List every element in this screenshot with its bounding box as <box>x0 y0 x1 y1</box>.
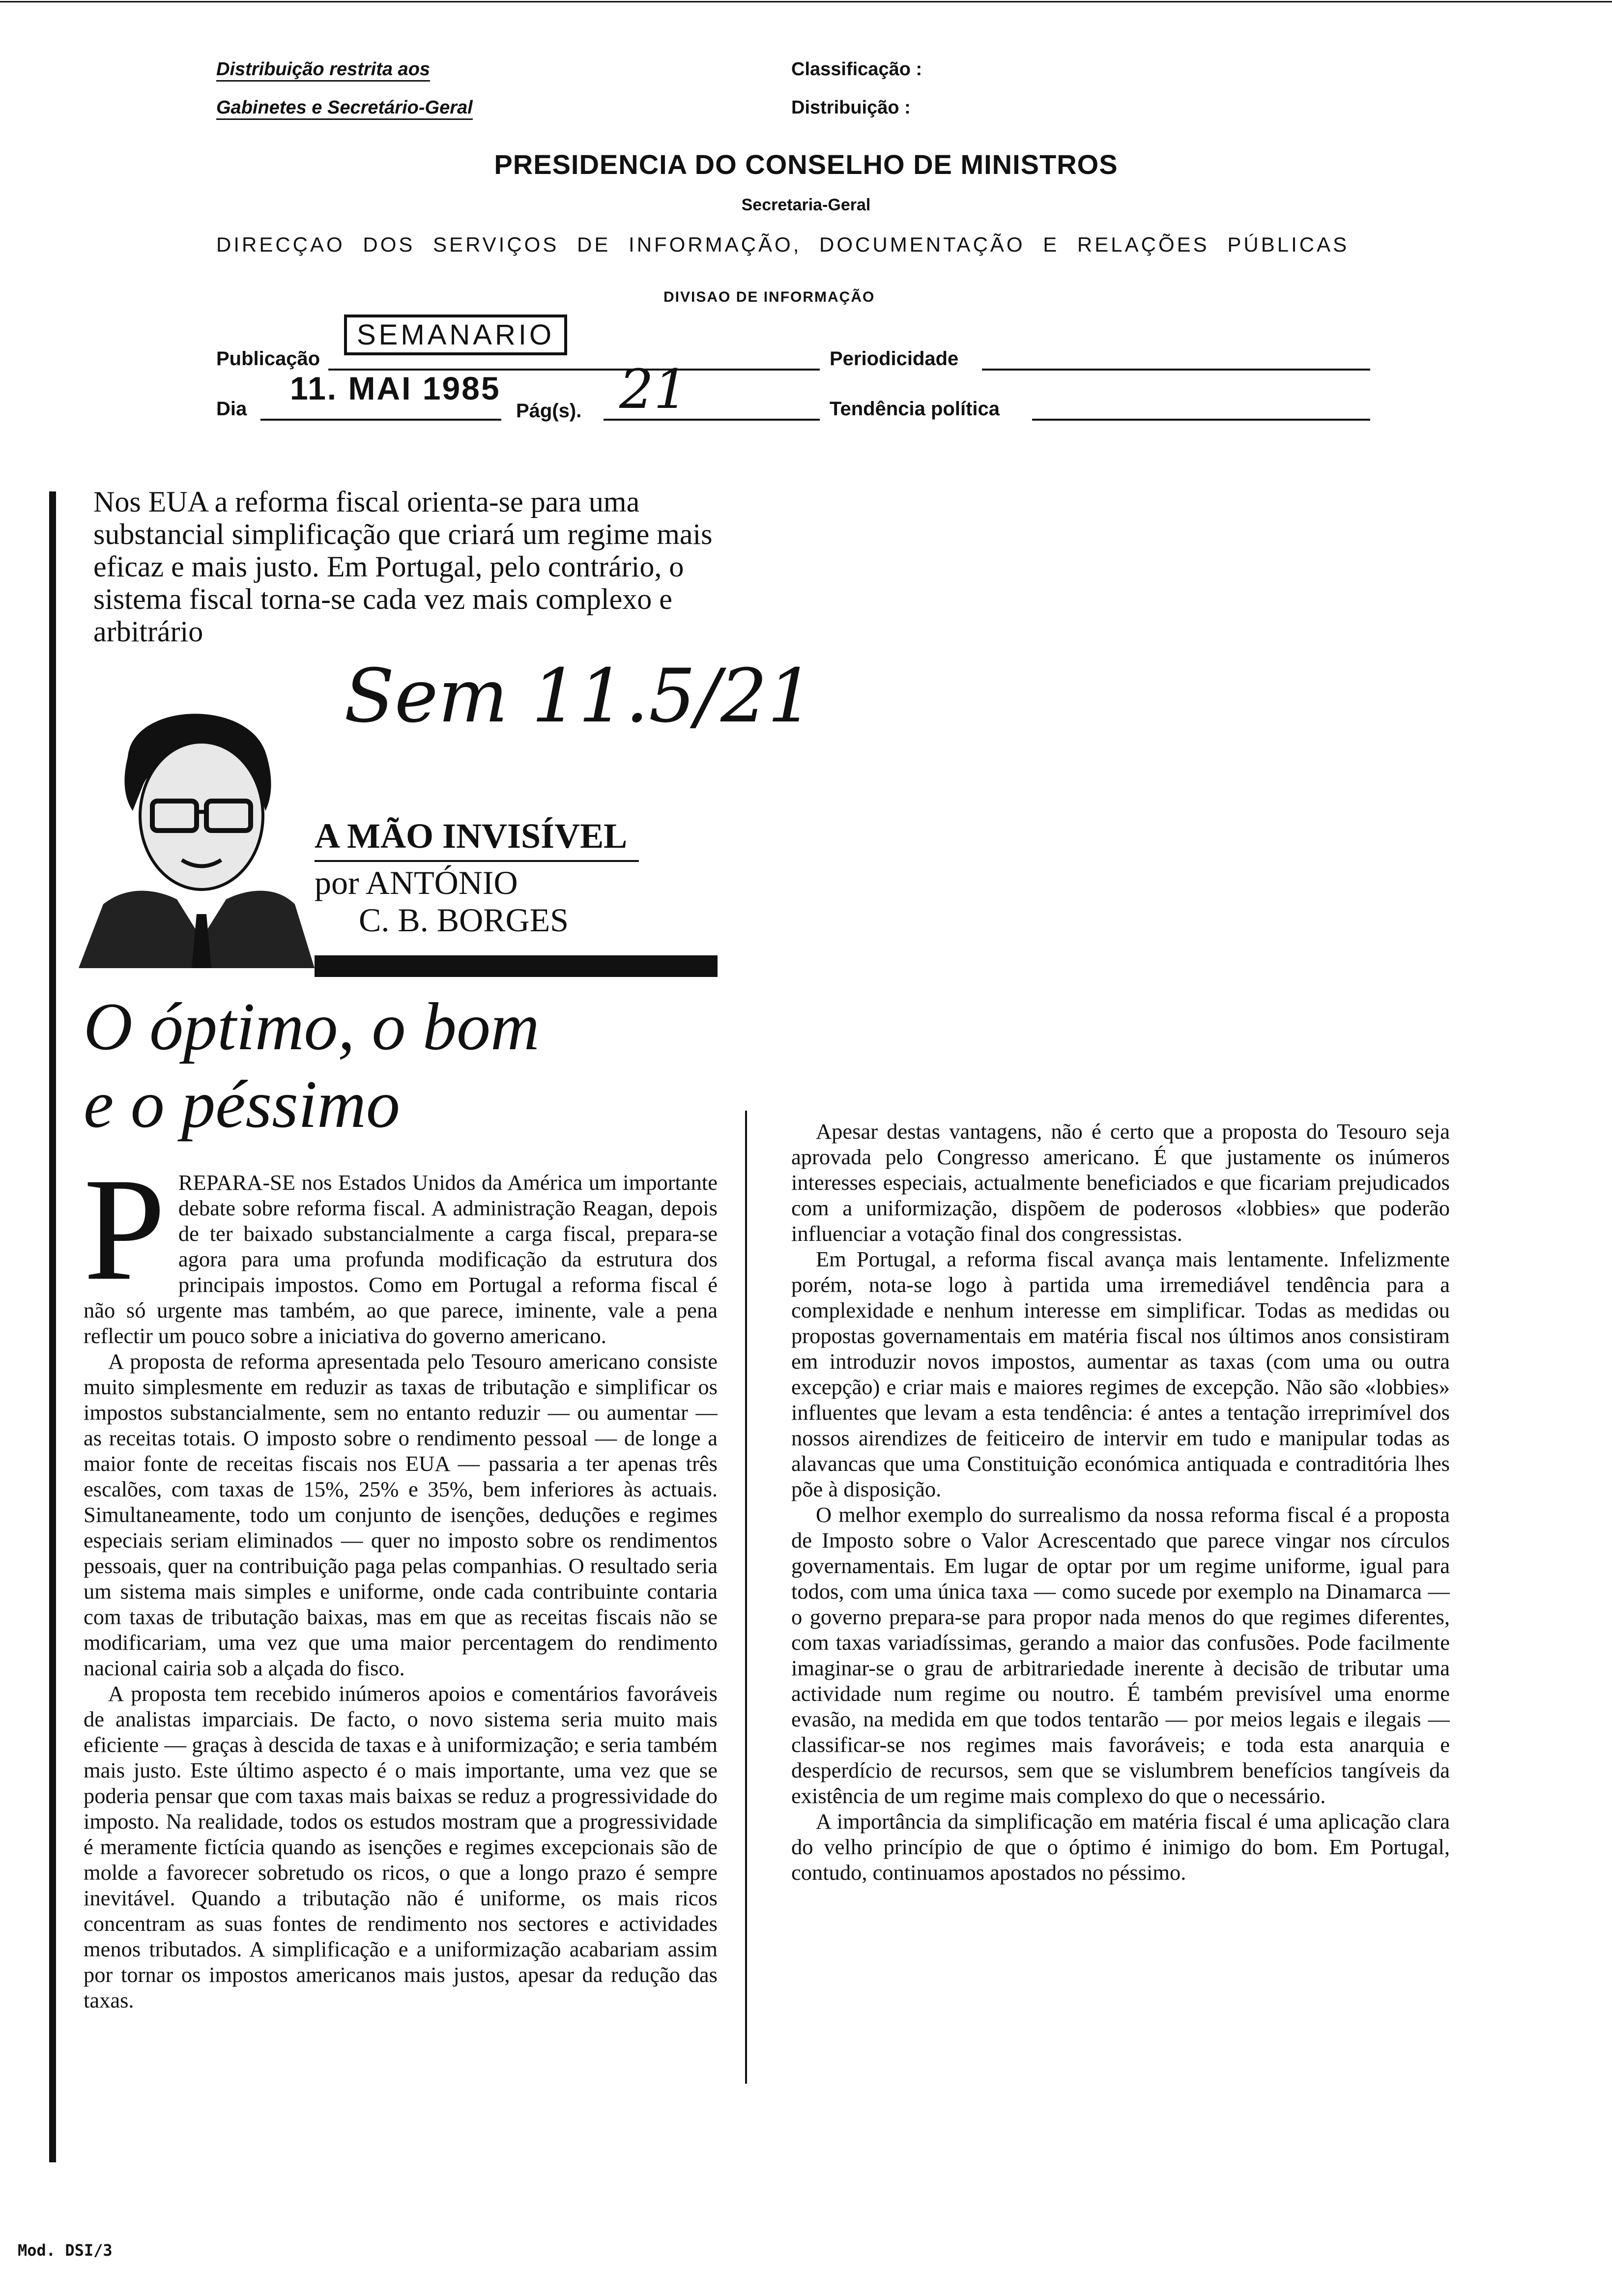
handwritten-note: Sem 11.5/21 <box>344 654 814 739</box>
article-column-2 <box>791 1119 1450 2082</box>
day-value: 11. MAI 1985 <box>290 370 501 406</box>
restricted-line-2: Gabinetes e Secretário-Geral <box>216 97 473 120</box>
byline-bar <box>315 955 718 977</box>
publication-stamp: SEMANARIO <box>344 315 567 355</box>
paragraph: A importância da simplificação em matéria fiscal é uma aplicação clara do velho princípio de que o óptimo é inimigo do bom. Em Portugal, contudo, continuamos apostados no péssimo. <box>791 1809 1450 1885</box>
tendency-line <box>1032 419 1370 421</box>
author-portrait <box>59 683 315 968</box>
paragraph: Em Portugal, a reforma fiscal avança mais lentamente. Infelizmente porém, nota-se logo à partida uma irremediável tendência para a complexidade e nenhum interesse em simplificar. Todas as medidas ou propostas governamentais em matéria fiscal nos últimos anos consistiram em introduzir novos impostos, aumentar as taxas (com uma ou outra excepção) e criar mais e maiores regimes de excepção. Não são «lobbies» influentes que levam a esta tendência: é antes a tentação irreprimível dos nossos airendizes de feiticeiro de intervir em tudo e manipular todas as alavancas que uma Constituição económica antiquada e contraditória lhes põe à disposição. <box>791 1247 1450 1501</box>
byline-line-2: C. B. BORGES <box>359 901 569 939</box>
article-column-1 <box>84 1170 718 2162</box>
paragraph: A proposta de reforma apresentada pelo Tesouro americano consiste muito simplesmente em reduzir as taxas de tributação e simplificar os impostos substancialmente, sem no entanto reduzir — ou aumentar — as receitas totais. O imposto sobre o rendimento pessoal — de longe a maior fonte de receitas fiscais nos EUA — passaria a ter apenas três escalões, com taxas de 15%, 25% e 35%, bem inferiores às actuais. Simultaneamente, todo um conjunto de isenções, deduções e regimes especiais seriam eliminados — quer no imposto sobre os rendimentos pessoais, quer na contribuição paga pelas companhias. O resultado seria um sistema mais simples e uniforme, onde cada contribuinte contaria com taxas de tributação baixas, mas em que as receitas fiscais não se modificariam, uma vez que uma maior percentagem do rendimento nacional cairia sob a alçada do fisco. <box>84 1349 718 1680</box>
tendency-label: Tendência política <box>830 398 1000 420</box>
pages-value: 21 <box>619 358 688 421</box>
clipping-edge-bar <box>49 491 56 2162</box>
scan-edge-top <box>0 1 1612 2</box>
pages-line <box>604 419 820 421</box>
paragraph: O melhor exemplo do surrealismo da nossa reforma fiscal é a proposta de Imposto sobre o Valor Acrescentado que parece vingar nos círculos governamentais. Em lugar de optar por um regime uniforme, igual para todos, com uma única taxa — como sucede por exemplo na Dinamarca — o governo prepara-se para propor nada menos do que regimes diferentes, com taxas variadíssimas, gerando a maior das confusões. Pode facilmente imaginar-se o grau de arbitrariedade inerente à decisão de tributar uma actividade num regime ou noutro. É também previsível uma enorme evasão, na medida em que todos tentarão — por meios legais e ilegais — classificar-se nos regimes mais favoráveis; e toda esta anarquia e desperdício de recursos, sem que se vislumbrem benefícios tangíveis da existência de um regime mais complexo do que o necessário. <box>791 1502 1450 1808</box>
day-line <box>260 419 501 421</box>
periodicity-line <box>982 369 1370 371</box>
secretariat: Secretaria-Geral <box>741 196 871 214</box>
paragraph: Apesar destas vantagens, não é certo que a proposta do Tesouro seja aprovada pelo Congresso americano. É que justamente os inúmeros interesses especiais, actualmente beneficiados e que ficariam prejudicados com a uniformização, dispõem de poderosos «lobbies» que poderão influenciar a votação final dos congressistas. <box>791 1119 1450 1246</box>
day-label: Dia <box>216 398 247 420</box>
paragraph: A proposta tem recebido inúmeros apoios e comentários favoráveis de analistas imparciais. De facto, o novo sistema seria muito mais eficiente — graças à descida de taxas e à uniformização; e seria também mais justo. Este último aspecto é o mais importante, uma vez que se poderia pensar que com taxas mais baixas se reduz a progressividade do imposto. Na realidade, todos os estudos mostram que a progressividade é meramente fictícia quando as isenções e regimes excepcionais são de molde a favorecer sobretudo os ricos, o que a longo prazo é sempre inevitável. Quando a tributação não é uniforme, os mais ricos concentram as suas fontes de rendimento nos sectores e actividades menos tributados. A simplificação e a uniformização acabariam assim por tornar os impostos americanos mais justos, apesar da redução das taxas. <box>84 1681 718 2012</box>
classification-label: Classificação : <box>791 59 922 80</box>
institution-title: PRESIDENCIA DO CONSELHO DE MINISTROS <box>494 149 1118 180</box>
paragraph: REPARA-SE nos Estados Unidos da América um importante debate sobre reforma fiscal. A administração Reagan, depois de ter baixado substancialmente a carga fiscal, prepara-se agora para uma profunda modificação da estrutura dos principais impostos. Como em Portugal a reforma fiscal é não só urgente mas também, ao que parece, iminente, vale a pena reflectir um pouco sobre a iniciativa do governo americano. <box>84 1170 718 1348</box>
column-name: A MÃO INVISÍVEL <box>315 816 628 856</box>
distribution-label: Distribuição : <box>791 97 911 118</box>
article-lead: Nos EUA a reforma fiscal orienta-se para uma substancial simplificação que criará um regime mais eficaz e mais justo. Em Portugal, pelo contrário, o sistema fiscal torna-se cada vez mais complexo e arbitrário <box>93 486 713 648</box>
publication-label: Publicação <box>216 348 320 370</box>
division: DIVISAO DE INFORMAÇÃO <box>663 289 875 305</box>
column-name-rule <box>315 860 639 862</box>
headline-line-1: O óptimo, o bom <box>84 989 540 1064</box>
restricted-line-1: Distribuição restrita aos <box>216 59 430 82</box>
directorate: DIRECÇAO DOS SERVIÇOS DE INFORMAÇÃO, DOCUMENTAÇÃO E RELAÇÕES PÚBLICAS <box>216 233 1350 256</box>
column-divider <box>745 1111 747 2084</box>
drop-cap: P <box>84 1170 166 1311</box>
headline-line-2: e o péssimo <box>84 1066 400 1142</box>
form-code: Mod. DSI/3 <box>18 2241 113 2260</box>
periodicity-label: Periodicidade <box>830 348 959 370</box>
byline-line-1: por ANTÓNIO <box>315 864 518 901</box>
pages-label: Pág(s). <box>516 400 582 422</box>
